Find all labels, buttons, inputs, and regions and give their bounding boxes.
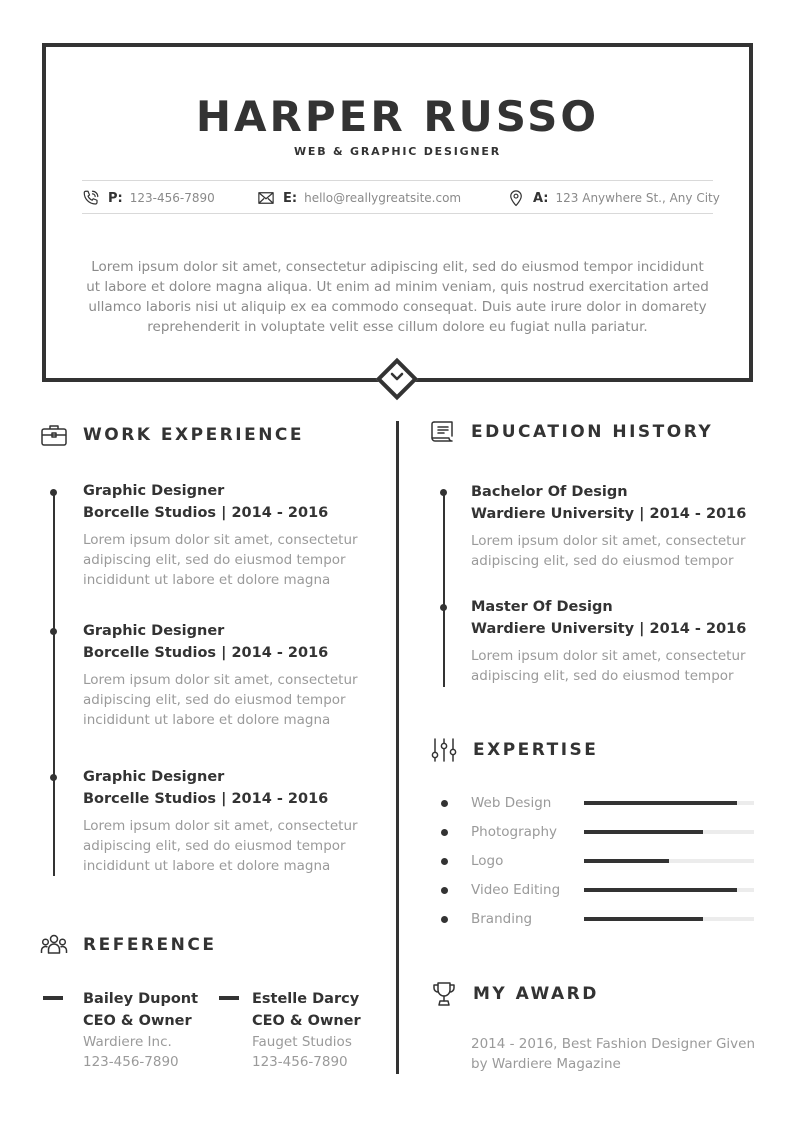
people-icon	[40, 931, 68, 959]
contact-email-value: hello@reallygreatsite.com	[304, 191, 462, 205]
skill-fill	[584, 859, 669, 863]
reference-dash	[219, 996, 239, 1000]
contact-phone	[82, 181, 215, 215]
trophy-icon	[430, 980, 458, 1008]
reference-name: Estelle Darcy	[252, 991, 360, 1007]
skill-name: Web Design	[471, 795, 552, 811]
reference-company: Fauget Studios	[252, 1034, 352, 1050]
timeline-dot	[440, 489, 447, 496]
work-role: Graphic Designer	[83, 483, 225, 499]
work-timeline-line	[53, 492, 55, 876]
award-text: 2014 - 2016, Best Fashion Designer Given by Wardiere Magazine	[471, 1036, 756, 1072]
skill-bar	[584, 859, 754, 863]
work-description: Lorem ipsum dolor sit amet, consectetur adipiscing elit, sed do eiusmod tempor incididunt ut labore et dolore magna	[83, 532, 358, 588]
work-role: Graphic Designer	[83, 769, 225, 785]
briefcase-icon	[40, 421, 68, 449]
education-school: Wardiere University | 2014 - 2016	[471, 621, 747, 637]
skill-dot	[441, 829, 448, 836]
contact-address	[507, 181, 720, 215]
work-experience-title: WORK EXPERIENCE	[83, 425, 305, 445]
work-description: Lorem ipsum dolor sit amet, consectetur adipiscing elit, sed do eiusmod tempor incididunt ut labore et dolore magna	[83, 672, 358, 728]
skill-bar	[584, 801, 754, 805]
contact-bar	[82, 180, 720, 214]
contact-phone-value: 123-456-7890	[129, 191, 215, 205]
education-timeline-line	[443, 492, 445, 687]
skill-name: Logo	[471, 853, 504, 869]
profile-summary: Lorem ipsum dolor sit amet, consectetur adipiscing elit, sed do eiusmod tempor incididunt ut labore et dolore magna aliqua. Ut enim ad minim veniam, quis nostrud exercitation arted ullamco laboris nisi ut aliquip ex ea commodo consequat. Duis aute irure dolor in domarety reprehenderit in voluptate velit esse cillum dolore eu fugiat nulla pariatur.	[86, 259, 709, 335]
work-experience-heading	[40, 421, 304, 449]
reference-item	[252, 988, 361, 1072]
skill-fill	[584, 830, 703, 834]
mail-icon	[257, 189, 275, 207]
reference-item	[83, 988, 198, 1072]
work-company: Borcelle Studios | 2014 - 2016	[83, 645, 329, 661]
column-divider	[396, 421, 399, 1074]
skill-fill	[584, 888, 737, 892]
work-item	[83, 766, 373, 876]
work-role: Graphic Designer	[83, 623, 225, 639]
reference-phone: 123-456-7890	[83, 1054, 179, 1070]
contact-address-value: 123 Anywhere St., Any City	[555, 191, 720, 205]
skill-dot	[441, 887, 448, 894]
contact-address-label: A:	[533, 190, 549, 206]
skill-dot	[441, 916, 448, 923]
award-title: MY AWARD	[473, 984, 599, 1004]
work-company: Borcelle Studios | 2014 - 2016	[83, 505, 329, 521]
diploma-icon	[428, 418, 456, 446]
skill-fill	[584, 801, 737, 805]
work-company: Borcelle Studios | 2014 - 2016	[83, 791, 329, 807]
reference-title: REFERENCE	[83, 935, 217, 955]
expertise-heading	[430, 736, 598, 764]
education-school: Wardiere University | 2014 - 2016	[471, 506, 747, 522]
job-title: WEB & GRAPHIC DESIGNER	[293, 145, 502, 158]
location-pin-icon	[507, 189, 525, 207]
work-item	[83, 480, 373, 590]
expertise-title: EXPERTISE	[473, 740, 599, 760]
education-item	[471, 596, 761, 686]
skill-fill	[584, 917, 703, 921]
reference-role: CEO & Owner	[252, 1013, 361, 1029]
timeline-dot	[50, 489, 57, 496]
education-item	[471, 481, 761, 571]
timeline-dot	[50, 774, 57, 781]
education-heading	[428, 418, 713, 446]
education-degree: Bachelor Of Design	[471, 484, 628, 500]
education-title: EDUCATION HISTORY	[471, 422, 714, 442]
education-description: Lorem ipsum dolor sit amet, consectetur adipiscing elit, sed do eiusmod tempor	[471, 533, 746, 569]
education-degree: Master Of Design	[471, 599, 613, 615]
education-description: Lorem ipsum dolor sit amet, consectetur adipiscing elit, sed do eiusmod tempor	[471, 648, 746, 684]
reference-role: CEO & Owner	[83, 1013, 192, 1029]
reference-phone: 123-456-7890	[252, 1054, 348, 1070]
timeline-dot	[440, 604, 447, 611]
phone-icon	[82, 189, 100, 207]
work-description: Lorem ipsum dolor sit amet, consectetur adipiscing elit, sed do eiusmod tempor incididunt ut labore et dolore magna	[83, 818, 358, 874]
reference-dash	[43, 996, 63, 1000]
skill-bar	[584, 888, 754, 892]
work-item	[83, 620, 373, 730]
reference-heading	[40, 931, 216, 959]
contact-phone-label: P:	[108, 190, 123, 206]
sliders-icon	[430, 736, 458, 764]
skill-bar	[584, 917, 754, 921]
applicant-name: HARPER RUSSO	[195, 92, 600, 141]
skill-bar	[584, 830, 754, 834]
skill-name: Branding	[471, 911, 533, 927]
header-box	[42, 43, 753, 382]
skill-dot	[441, 858, 448, 865]
timeline-dot	[50, 628, 57, 635]
award-heading	[430, 980, 599, 1008]
skill-name: Video Editing	[471, 882, 561, 898]
chevron-down-icon	[389, 370, 405, 384]
contact-email-label: E:	[283, 190, 298, 206]
skill-dot	[441, 800, 448, 807]
reference-company: Wardiere Inc.	[83, 1034, 172, 1050]
reference-name: Bailey Dupont	[83, 991, 199, 1007]
contact-email	[257, 181, 461, 215]
skill-name: Photography	[471, 824, 558, 840]
